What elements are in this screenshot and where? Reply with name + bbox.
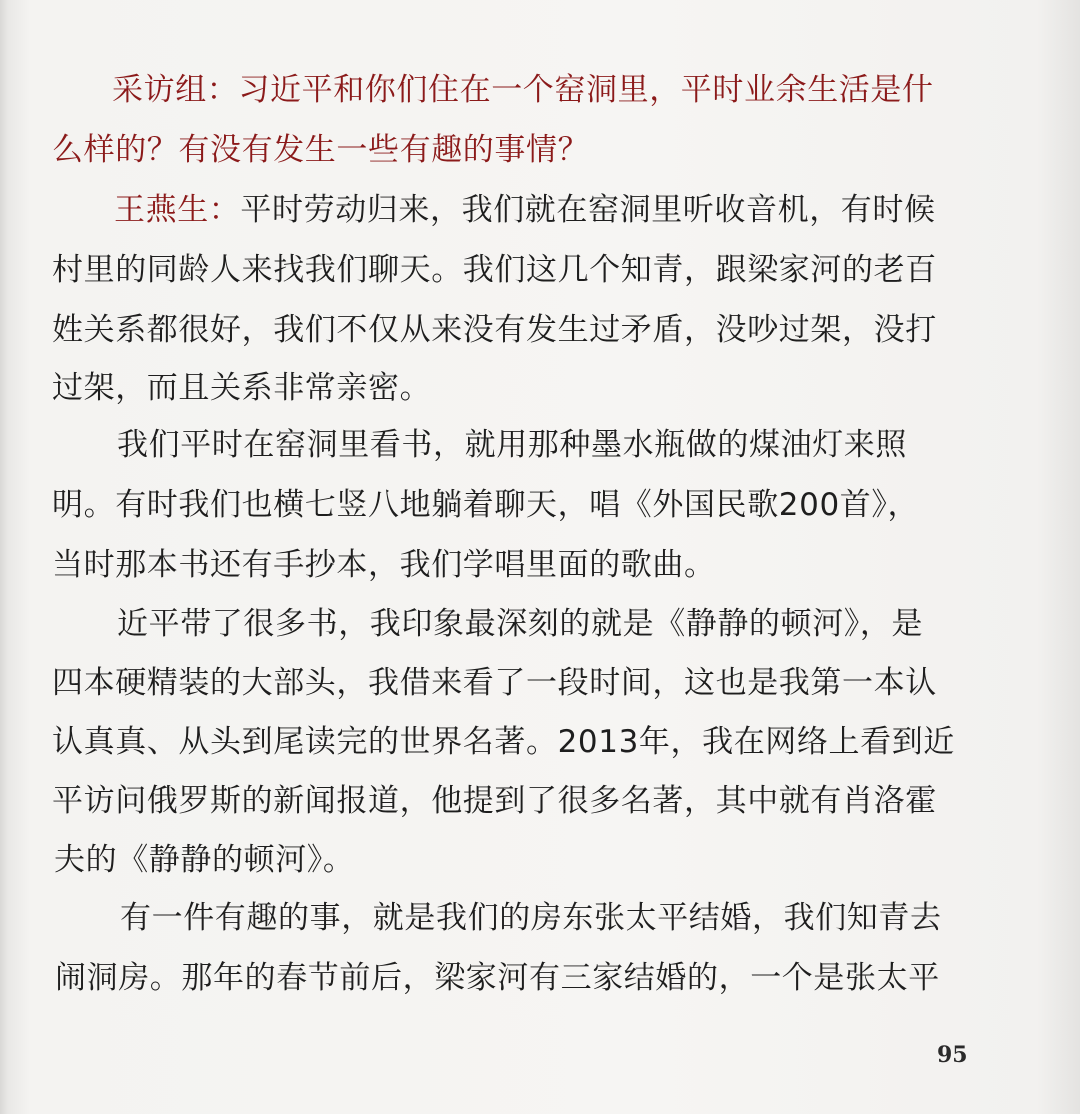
answer-p1-line-2: 村里的同龄人来找我们聊天。我们这几个知青，跟梁家河的老百 [52,252,937,288]
question-text-2: 么样的？有没有发生一些有趣的事情？ [52,132,590,168]
interviewee-label: 王燕生： [114,192,241,228]
answer-p1-line-4: 过架，而且关系非常亲密。 [52,370,432,406]
answer-p3-line-2: 四本硬精装的大部头，我借来看了一段时间，这也是我第一本认 [52,665,937,701]
answer-p2-line-1: 我们平时在窑洞里看书，就用那种墨水瓶做的煤油灯来照 [117,427,907,463]
answer-p2-line-2: 明。有时我们也横七竖八地躺着聊天，唱《外国民歌200首》， [52,487,920,523]
answer-p3-line-4: 平访问俄罗斯的新闻报道，他提到了很多名著，其中就有肖洛霍 [52,783,937,819]
answer-p1-line-1 [114,190,936,230]
answer-p2-line-3: 当时那本书还有手抄本，我们学唱里面的歌曲。 [52,547,716,583]
page-number: 95 [937,1042,968,1068]
answer-p3-line-1: 近平带了很多书，我印象最深刻的就是《静静的顿河》，是 [117,606,924,642]
interviewer-label: 采访组： [112,72,239,108]
question-line-1 [112,70,934,110]
answer-p1-text-1: 平时劳动归来，我们就在窑洞里听收音机，有时候 [240,192,936,228]
question-line-2 [52,130,589,170]
answer-p3-line-5: 夫的《静静的顿河》。 [54,842,355,878]
answer-p1-line-3: 姓关系都很好，我们不仅从来没有发生过矛盾，没吵过架，没打 [52,312,937,348]
question-text-1: 习近平和你们住在一个窑洞里，平时业余生活是什 [238,72,934,108]
answer-p4-line-1: 有一件有趣的事，就是我们的房东张太平结婚，我们知青去 [120,900,942,936]
answer-p4-line-2: 闹洞房。那年的春节前后，梁家河有三家结婚的，一个是张太平 [55,960,940,996]
answer-p3-line-3: 认真真、从头到尾读完的世界名著。2013年，我在网络上看到近 [52,724,955,760]
